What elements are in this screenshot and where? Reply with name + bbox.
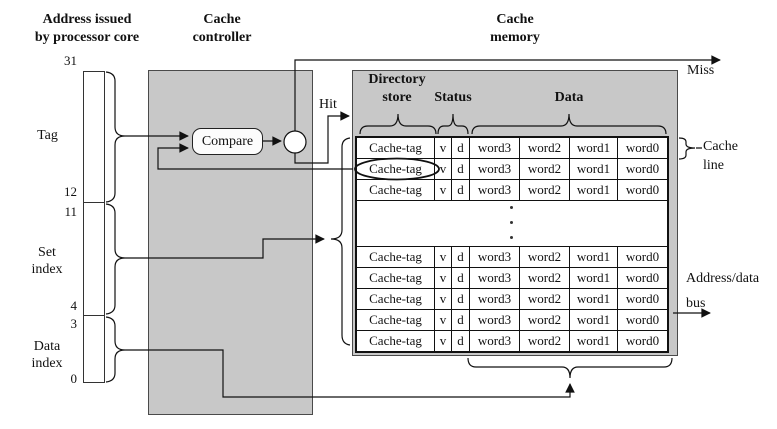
directory-store-header xyxy=(366,71,428,107)
word0-cell: word0 xyxy=(625,182,660,197)
data-columns-underbrace xyxy=(468,358,672,378)
data-index-brace xyxy=(106,317,125,382)
dirty-bit-cell: d xyxy=(452,159,470,179)
directory-header-line1: Directory xyxy=(368,72,426,87)
cache-line-label xyxy=(703,137,738,175)
word3-cell: word3 xyxy=(470,289,520,309)
cache-controller-box xyxy=(148,70,313,415)
cache-tag-cell: Cache-tag xyxy=(357,268,435,288)
address-title xyxy=(6,11,168,47)
dirty-bit-cell: d xyxy=(452,310,470,330)
address-register xyxy=(83,71,105,383)
word2-cell: word2 xyxy=(520,310,570,330)
hit-label: Hit xyxy=(319,97,337,112)
tag-brace xyxy=(106,72,125,202)
word3-cell: word3 xyxy=(470,310,520,330)
bit-label-12: 12 xyxy=(64,184,77,199)
word0-cell: word0 xyxy=(625,140,660,155)
bit-label-4: 4 xyxy=(70,298,77,313)
word0-cell: word0 xyxy=(625,249,660,264)
address-data-bus-label-line1: Address/data xyxy=(686,271,760,286)
dirty-bit-cell: d xyxy=(452,331,470,351)
ellipsis-dot xyxy=(510,236,513,239)
valid-bit-cell: v xyxy=(435,310,452,330)
word1-cell: word1 xyxy=(570,310,618,330)
ellipsis-dot xyxy=(510,206,513,209)
cache-line-brace xyxy=(679,138,702,159)
address-title-line2: by processor core xyxy=(34,30,140,45)
controller-title-line1: Cache xyxy=(203,12,241,27)
word3-cell: word3 xyxy=(470,138,520,158)
dirty-bit-cell: d xyxy=(452,247,470,267)
word1-cell: word1 xyxy=(570,331,618,351)
memory-title-line2: memory xyxy=(490,30,540,45)
table-row xyxy=(357,138,667,159)
word3-cell: word3 xyxy=(470,180,520,200)
word1-cell: word1 xyxy=(570,289,618,309)
memory-title xyxy=(465,11,565,47)
cache-line-label-line1: Cache xyxy=(703,139,738,154)
address-data-bus-label-line2: bus xyxy=(686,296,706,311)
dirty-bit-cell: d xyxy=(452,138,470,158)
controller-title xyxy=(172,11,272,47)
word2-cell: word2 xyxy=(520,159,570,179)
compare-label: Compare xyxy=(201,133,254,149)
dirty-bit-cell: d xyxy=(452,268,470,288)
data-label-line2: index xyxy=(31,356,63,371)
directory-header-line2: store xyxy=(382,90,412,105)
word3-cell: word3 xyxy=(470,159,520,179)
cache-tag-cell: Cache-tag xyxy=(357,159,435,179)
set-index-field-label xyxy=(18,244,76,278)
valid-bit-cell: v xyxy=(435,138,452,158)
table-ellipsis-gap xyxy=(357,201,667,247)
word3-cell: word3 xyxy=(470,331,520,351)
table-row xyxy=(357,289,667,310)
word2-cell: word2 xyxy=(520,138,570,158)
bit-label-31: 31 xyxy=(64,53,77,68)
table-rows-brace xyxy=(331,138,350,345)
address-title-line1: Address issued xyxy=(42,12,132,27)
cache-table xyxy=(355,136,669,353)
word1-cell: word1 xyxy=(570,247,618,267)
word2-cell: word2 xyxy=(520,289,570,309)
bit-label-3: 3 xyxy=(70,316,77,331)
cache-line-label-line2: line xyxy=(703,158,724,173)
table-row xyxy=(357,331,667,351)
word0-cell: word0 xyxy=(625,270,660,285)
word1-cell: word1 xyxy=(570,268,618,288)
dirty-bit-cell: d xyxy=(452,180,470,200)
word2-cell: word2 xyxy=(520,180,570,200)
bit-label-11: 11 xyxy=(64,204,77,219)
word1-cell: word1 xyxy=(570,180,618,200)
word2-cell: word2 xyxy=(520,268,570,288)
cache-tag-cell: Cache-tag xyxy=(357,289,435,309)
set-index-brace xyxy=(106,204,125,314)
table-row xyxy=(357,247,667,268)
word2-cell: word2 xyxy=(520,331,570,351)
word0-cell: word0 xyxy=(625,161,660,176)
word1-cell: word1 xyxy=(570,159,618,179)
word2-cell: word2 xyxy=(520,247,570,267)
data-label-line1: Data xyxy=(33,339,61,354)
valid-bit-cell: v xyxy=(435,268,452,288)
valid-bit-cell: v xyxy=(435,247,452,267)
word0-cell: word0 xyxy=(625,312,660,327)
valid-bit-cell: v xyxy=(435,159,452,179)
table-row-highlighted xyxy=(357,159,667,180)
word1-cell: word1 xyxy=(570,138,618,158)
register-divider-12-11 xyxy=(84,202,104,203)
memory-title-line1: Cache xyxy=(496,12,534,27)
controller-title-line2: controller xyxy=(192,30,252,45)
tag-field-label: Tag xyxy=(37,128,58,143)
word3-cell: word3 xyxy=(470,247,520,267)
miss-label: Miss xyxy=(687,63,715,78)
word0-cell: word0 xyxy=(625,291,660,306)
compare-box xyxy=(192,128,263,155)
cache-tag-cell: Cache-tag xyxy=(357,310,435,330)
status-header: Status xyxy=(434,90,472,105)
set-label-line2: index xyxy=(31,262,63,277)
cache-tag-cell: Cache-tag xyxy=(357,331,435,351)
register-divider-4-3 xyxy=(84,315,104,316)
dirty-bit-cell: d xyxy=(452,289,470,309)
ellipsis-dot xyxy=(510,221,513,224)
data-header: Data xyxy=(554,90,584,105)
table-row xyxy=(357,180,667,201)
valid-bit-cell: v xyxy=(435,180,452,200)
cache-tag-cell: Cache-tag xyxy=(357,247,435,267)
bit-label-0: 0 xyxy=(70,371,77,386)
word0-cell: word0 xyxy=(625,333,660,348)
data-index-field-label xyxy=(18,338,76,372)
valid-bit-cell: v xyxy=(435,289,452,309)
cache-tag-cell: Cache-tag xyxy=(357,180,435,200)
word3-cell: word3 xyxy=(470,268,520,288)
table-row xyxy=(357,268,667,289)
valid-bit-cell: v xyxy=(435,331,452,351)
cache-tag-cell: Cache-tag xyxy=(357,138,435,158)
set-label-line1: Set xyxy=(38,245,56,260)
table-row xyxy=(357,310,667,331)
